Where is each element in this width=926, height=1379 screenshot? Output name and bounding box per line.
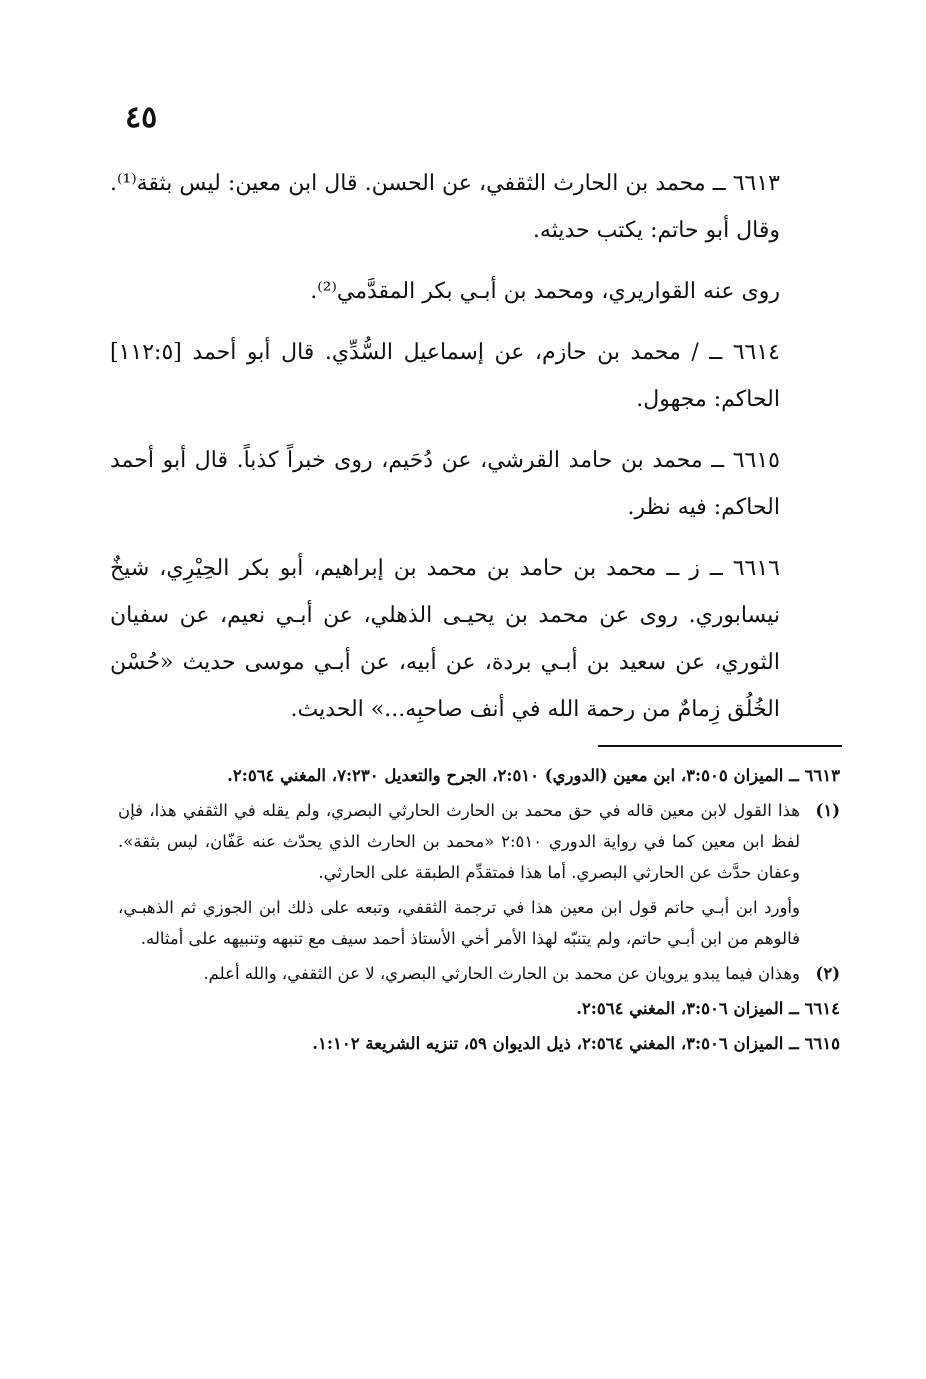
page-number: ٤٥ xyxy=(125,100,158,135)
footnote-2-para-1: وهذان فيما يبدو يرويان عن محمد بن الحارث الحارثي البصري، لا عن الثقفي، والله أعلم. xyxy=(203,964,800,983)
footnote-1-para-1: هذا القول لابن معين قاله في حق محمد بن الحارث الحارثي البصري، ولم يقله في الثقفي هذا، فإن لفظ ابن معين كما في رواية الدوري ٢:٥١٠ «محمد بن الحارث الذي يحدّث عنه عَفّان، ليس بثقة». وعفان حدَّث عن الحارثي البصري. أما هذا فمتقدِّم الطبقة على الحارثي. xyxy=(118,801,801,882)
footnote-2-mark: (٢) xyxy=(815,964,840,983)
entry-6613-p1: ٦٦١٣ ــ محمد بن الحارث الثقفي، عن الحسن. قال ابن معين: ليس بثقة⁽¹⁾. وقال أبو حاتم: يكتب حديثه. xyxy=(110,171,780,243)
note-6615-sources: ٦٦١٥ ــ الميزان ٣:٥٠٦، المغني ٢:٥٦٤، ذيل الديوان ٥٩، تنزيه الشريعة ١:١٠٢. xyxy=(312,1034,840,1053)
footnote-1-para-2: وأورد ابن أبـي حاتم قول ابن معين هذا في ترجمة الثقفي، وتبعه على ذلك ابن الجوزي ثم الذهبـي، فالوهم من ابن أبـي حاتم، ولم يتنبّه لهذا الأمر أخي الأستاذ أحمد سيف مع تنبهه وتنبيهه على أمثاله. xyxy=(118,898,800,948)
note-6613-sources: ٦٦١٣ ــ الميزان ٣:٥٠٥، ابن معين (الدوري) ٢:٥١٠، الجرح والتعديل ٧:٢٣٠، المغني ٢:٥٦٤. xyxy=(227,766,840,785)
entry-6615: ٦٦١٥ ــ محمد بن حامد القرشي، عن دُحَيم، روى خبراً كذباً. قال أبو أحمد الحاكم: فيه نظر. xyxy=(110,448,780,520)
footnotes xyxy=(118,760,840,1063)
footnote-1 xyxy=(118,795,840,954)
entry-6614: ٦٦١٤ ــ / محمد بن حازم، عن إسماعيل السُّدِّي. قال أبو أحمد [١١٢:٥] الحاكم: مجهول. xyxy=(110,340,780,412)
main-text xyxy=(110,160,840,747)
entry-6613-p2: روى عنه القواريري، ومحمد بن أبـي بكر المقدَّمي⁽²⁾. xyxy=(310,279,780,304)
note-6614-sources: ٦٦١٤ ــ الميزان ٣:٥٠٦، المغني ٢:٥٦٤. xyxy=(576,999,840,1018)
footnote-separator xyxy=(598,745,842,747)
footnote-1-mark: (١) xyxy=(815,801,840,820)
entry-6616: ٦٦١٦ ــ ز ــ محمد بن حامد بن محمد بن إبراهيم، أبو بكر الحِيْرِي، شيخٌ نيسابوري. روى عن محمد بن يحيـى الذهلي، عن أبـي نعيم، عن سفيان الثوري، عن سعيد بن أبـي بردة، عن أبيه، عن أبـي موسى حديث «حُسْن الخُلُق زِمامٌ من رحمة الله في أنف صاحبِه...» الحديث. xyxy=(110,556,780,722)
footnote-2 xyxy=(118,958,840,989)
